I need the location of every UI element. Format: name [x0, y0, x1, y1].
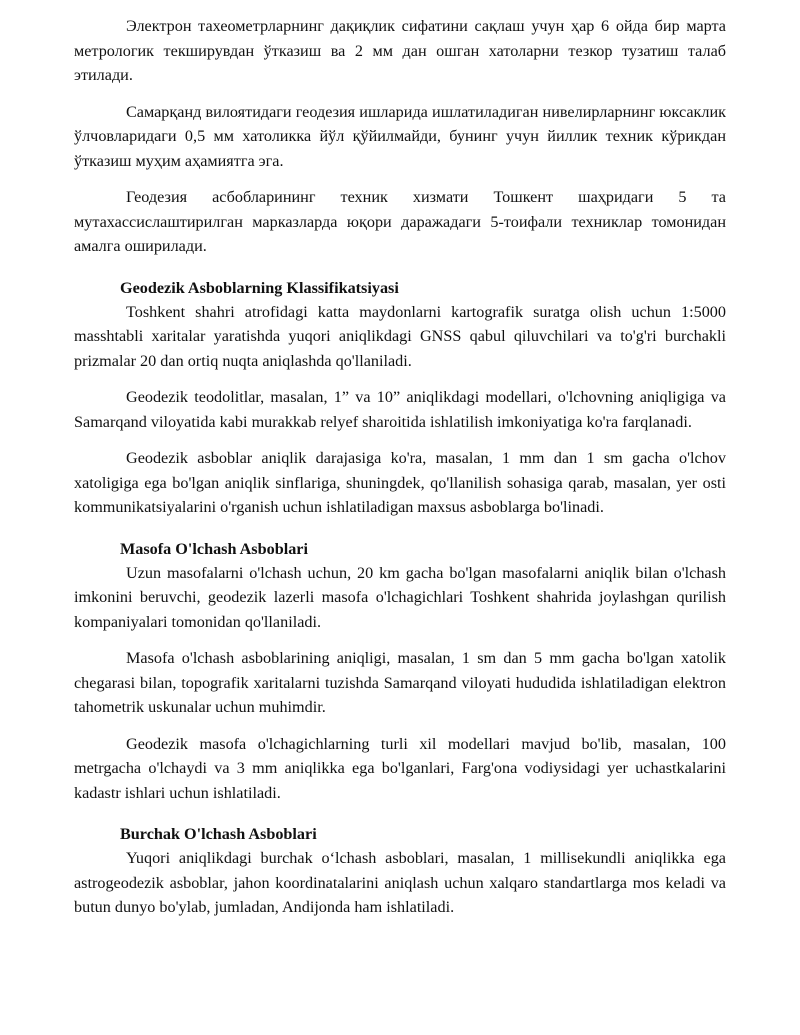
heading-distance-instruments: Masofa O'lchash Asboblari	[120, 539, 308, 558]
paragraph-level-accuracy: Самарқанд вилоятидаги геодезия ишларида ишлатиладиган нивелирларнинг юксаклик ўлчовларидаги 0,5 мм хатоликка йўл қўйилмайди, бунинг учун йиллик техник кўрикдан ўтказиш муҳим аҳамиятга эга.	[74, 102, 726, 170]
paragraph-tacheometer-calibration: Электрон тахеометрларнинг дақиқлик сифатини сақлаш учун ҳар 6 ойда бир марта метрологик текширувдан ўтказиш ва 2 мм дан ошган хатоларни тезкор тузатиш талаб этилади.	[74, 17, 726, 84]
paragraph-accuracy-classes: Geodezik asboblar aniqlik darajasiga ko'ra, masalan, 1 mm dan 1 sm gacha o'lchov xatoligiga ega bo'lgan aniqlik sinflariga, shuningdek, qo'llanilish sohasiga qarab, masalan, yer osti kommunikatsiyalarini o'rganish uchun ishlatiladigan maxsus asboblarga bo'linadi.	[74, 449, 726, 516]
paragraph-gnss-receivers: Toshkent shahri atrofidagi katta maydonlarni kartografik suratga olish uchun 1:5000 masshtabli xaritalar yaratishda yuqori aniqlikdagi GNSS qabul qiluvchilari va to'g'ri burchakli prizmalar 20 dan ortiq nuqta aniqlashda qo'llaniladi.	[74, 302, 726, 370]
paragraph-distance-accuracy: Masofa o'lchash asboblarining aniqligi, masalan, 1 sm dan 5 mm gacha bo'lgan xatolik chegarasi bilan, topografik xaritalarni tuzishda Samarqand viloyati hududida ishlatiladigan elektron tahometrik uskunalar uchun muhimdir.	[74, 649, 726, 716]
paragraph-technical-service: Геодезия асбобларининг техник хизмати Тошкент шаҳридаги 5 та мутахассислаштирилган марказларда юқори даражадаги 5-тоифали техниклар томонидан амалга оширилади.	[74, 188, 726, 255]
paragraph-astrogeodetic: Yuqori aniqlikdagi burchak o‘lchash asboblari, masalan, 1 millisekundli aniqlikka ega astrogeodezik asboblar, jahon koordinatalarini aniqlash uchun xalqaro standartlarga mos keladi va butun dunyo bo'ylab, jumladan, Andijonda ham ishlatiladi.	[74, 849, 726, 916]
paragraph-laser-rangefinders: Uzun masofalarni o'lchash uchun, 20 km gacha bo'lgan masofalarni aniqlik bilan o'lchash imkonini beruvchi, geodezik lazerli masofa o'lchagichlari Toshkent shahrida joylashgan qurilish kompaniyalari tomonidan qo'llaniladi.	[74, 563, 726, 631]
heading-angle-instruments: Burchak O'lchash Asboblari	[120, 825, 317, 843]
heading-classification: Geodezik Asboblarning Klassifikatsiyasi	[120, 278, 399, 297]
paragraph-rangefinder-models: Geodezik masofa o'lchagichlarning turli xil modellari mavjud bo'lib, masalan, 100 metrgacha o'lchaydi va 3 mm aniqlikka ega bo'lganlari, Farg'ona vodiysidagi yer uchastkalarini kadastr ishlari uchun ishlatiladi.	[74, 734, 726, 802]
paragraph-theodolites: Geodezik teodolitlar, masalan, 1” va 10” aniqlikdagi modellari, o'lchovning aniqligiga va Samarqand viloyatida kabi murakkab relyef sharoitida ishlatilish imkoniyatiga ko'ra farqlanadi.	[74, 388, 726, 431]
